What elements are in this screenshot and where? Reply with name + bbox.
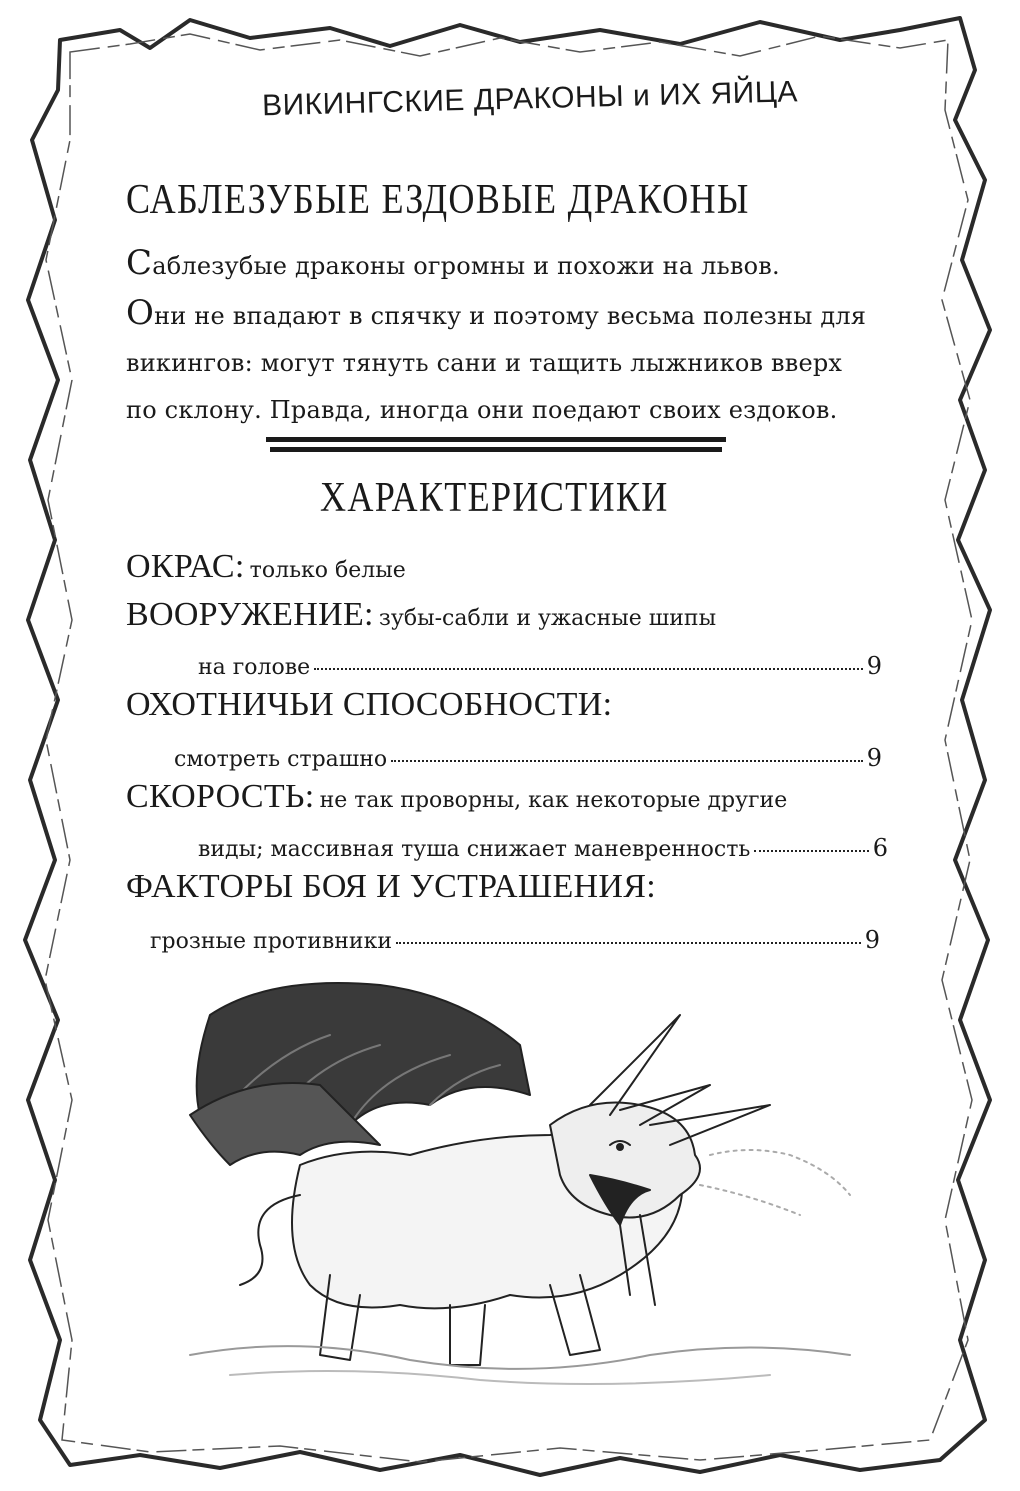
weapons-leader: [198, 652, 882, 680]
description: [126, 240, 886, 434]
description-line: Они не впадают в спячку и поэтому весьма полезны для: [126, 293, 867, 333]
attr-speed: [126, 778, 906, 816]
leader-text: на голове: [198, 655, 311, 680]
attr-combat: [126, 868, 906, 906]
description-line: викингов: могут тянуть сани и тащить лыжников вверх: [126, 349, 843, 377]
leader-dots: [754, 850, 868, 852]
header-title: ВИКИНГСКИЕ ДРАКОНЫ и ИХ ЯЙЦА: [261, 75, 799, 123]
leader-text: виды; массивная туша снижает маневренность: [198, 837, 751, 862]
attr-label: ФАКТОРЫ БОЯ И УСТРАШЕНИЯ:: [126, 868, 656, 905]
attr-value: только белые: [249, 558, 406, 583]
section-title: САБЛЕЗУБЫЕ ЕЗДОВЫЕ ДРАКОНЫ: [126, 177, 750, 223]
attr-label: ОХОТНИЧЬИ СПОСОБНОСТИ:: [126, 686, 613, 723]
dragon-illustration: [150, 975, 890, 1395]
attr-hunting: [126, 686, 906, 724]
attr-weapons: [126, 596, 906, 634]
score: 6: [872, 834, 888, 862]
leader-text: смотреть страшно: [174, 747, 388, 772]
characteristics-title: ХАРАКТЕРИСТИКИ: [320, 475, 669, 521]
speed-leader: [198, 834, 888, 862]
score: 9: [866, 652, 882, 680]
description-line: Саблезубые драконы огромны и похожи на львов.: [126, 243, 780, 283]
description-line: по склону. Правда, иногда они поедают своих ездоков.: [126, 396, 838, 424]
leader-dots: [396, 942, 861, 944]
leader-dots: [314, 668, 863, 670]
leader-dots: [391, 760, 863, 762]
attr-label: ВООРУЖЕНИЕ:: [126, 596, 374, 633]
score: 9: [866, 744, 882, 772]
attr-label: СКОРОСТЬ:: [126, 778, 315, 815]
leader-text: грозные противники: [150, 929, 392, 954]
hunting-leader: [174, 744, 882, 772]
divider: [266, 436, 726, 454]
score: 9: [864, 926, 880, 954]
combat-leader: [150, 926, 880, 954]
attr-color: [126, 548, 906, 586]
attr-label: ОКРАС:: [126, 548, 245, 585]
attr-value: не так проворны, как некоторые другие: [319, 788, 788, 813]
attr-value: зубы-сабли и ужасные шипы: [378, 606, 717, 631]
